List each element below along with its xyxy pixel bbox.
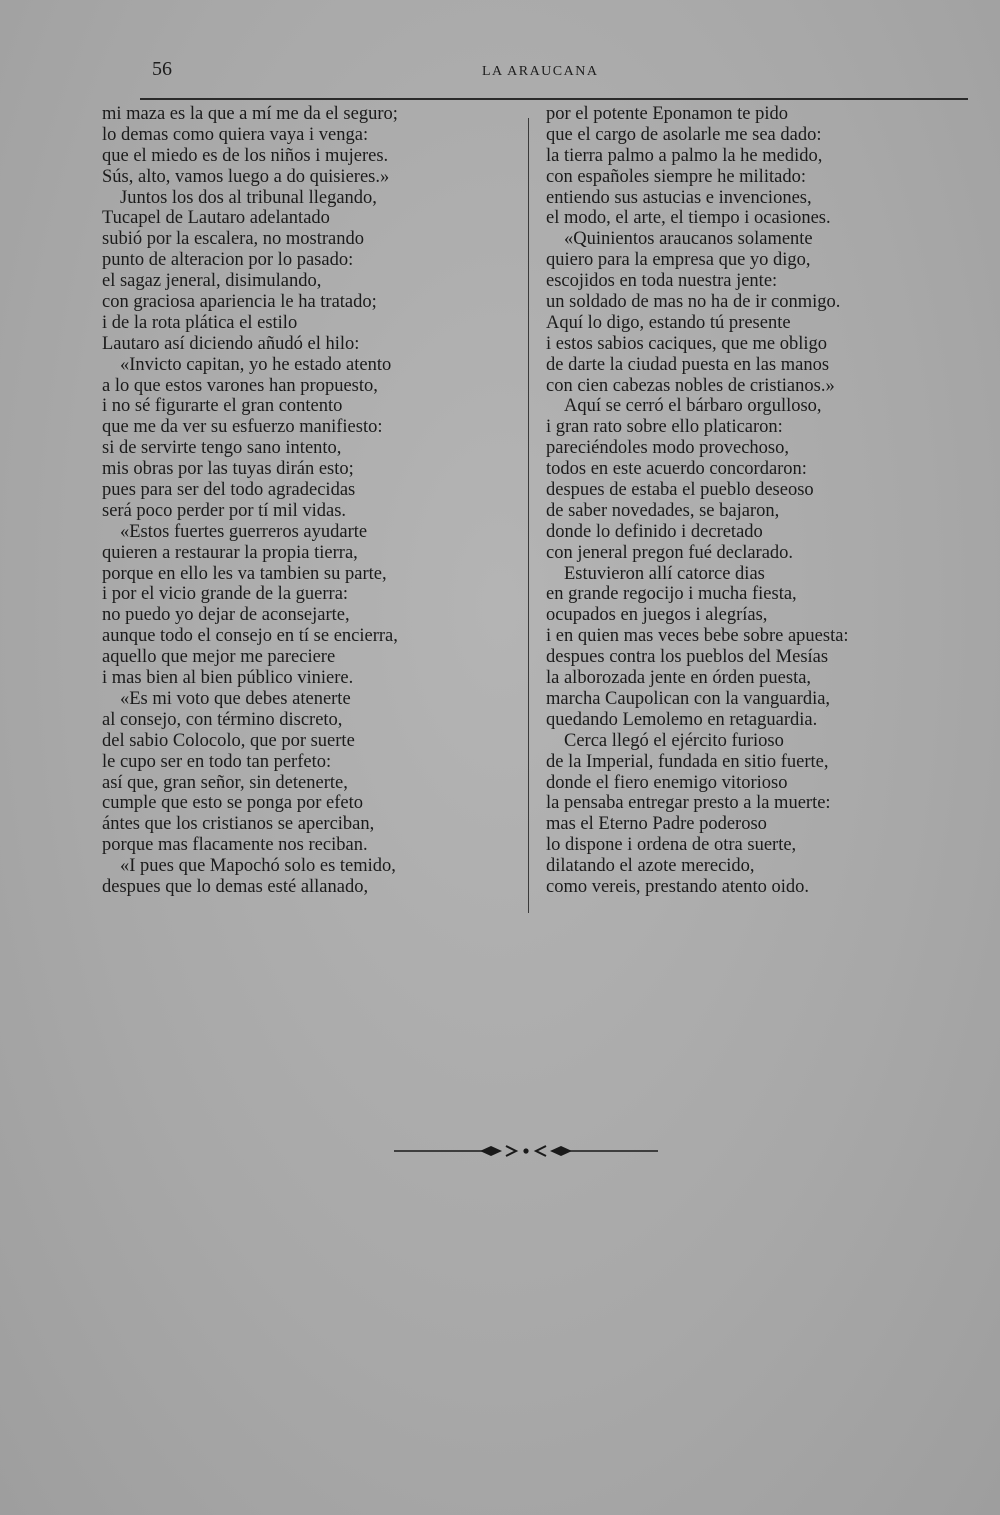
verse-line: Estuvieron allí catorce dias bbox=[564, 563, 765, 584]
verse-line: mas el Eterno Padre poderoso bbox=[546, 814, 767, 835]
verse-line: como vereis, prestando atento oido. bbox=[546, 876, 810, 897]
verse-line: donde el fiero enemigo vitorioso bbox=[546, 772, 788, 793]
verse-line: con graciosa apariencia le ha tratado; bbox=[102, 292, 377, 313]
verse-line: «I pues que Mapochó solo es temido, bbox=[120, 856, 396, 877]
header-rule bbox=[140, 98, 968, 100]
verse-line: mi maza es la que a mí me da el seguro; bbox=[102, 104, 398, 124]
column-divider bbox=[528, 118, 529, 913]
verse-line: i en quien mas veces bebe sobre apuesta: bbox=[546, 626, 849, 647]
verse-line: i de la rota plática el estilo bbox=[102, 312, 298, 333]
verse-line: ocupados en juegos i alegrías, bbox=[546, 605, 768, 626]
verse-line: será poco perder por tí mil vidas. bbox=[102, 500, 347, 521]
verse-line: «Invicto capitan, yo he estado atento bbox=[120, 354, 392, 375]
verse-line: lo dispone i ordena de otra suerte, bbox=[546, 835, 797, 856]
verse-line: dilatando el azote merecido, bbox=[546, 856, 755, 877]
verse-line: del sabio Colocolo, que por suerte bbox=[102, 730, 355, 751]
verse-line: ántes que los cristianos se aperciban, bbox=[102, 814, 375, 835]
right-column bbox=[546, 104, 926, 898]
verse-line: Juntos los dos al tribunal llegando, bbox=[120, 187, 377, 208]
verse-line: despues contra los pueblos del Mesías bbox=[546, 647, 829, 668]
verse-line: subió por la escalera, no mostrando bbox=[102, 229, 365, 250]
verse-line: despues de estaba el pueblo deseoso bbox=[546, 480, 814, 501]
verse-line: con cien cabezas nobles de cristianos.» bbox=[546, 375, 835, 396]
verse-line: que el miedo es de los niños i mujeres. bbox=[102, 145, 389, 166]
verse-line: por el potente Eponamon te pido bbox=[546, 104, 788, 124]
verse-line: i estos sabios caciques, que me obligo bbox=[546, 333, 828, 354]
verse-line: con españoles siempre he militado: bbox=[546, 166, 806, 187]
verse-line: de la Imperial, fundada en sitio fuerte, bbox=[546, 751, 829, 772]
verse-line: porque mas flacamente nos reciban. bbox=[102, 835, 368, 856]
verse-line: escojidos en toda nuestra jente: bbox=[546, 271, 778, 292]
verse-line: «Quinientos araucanos solamente bbox=[564, 229, 813, 250]
verse-line: «Estos fuertes guerreros ayudarte bbox=[120, 521, 368, 542]
verse-line: i no sé figurarte el gran contento bbox=[102, 396, 343, 417]
verse-line: le cupo ser en todo tan perfeto: bbox=[102, 751, 332, 772]
verse-line: Aquí se cerró el bárbaro orgulloso, bbox=[564, 396, 822, 417]
verse-line: de darte la ciudad puesta en las manos bbox=[546, 354, 830, 375]
verse-line: lo demas como quiera vaya i venga: bbox=[102, 124, 369, 145]
verse-line: pareciéndoles modo provechoso, bbox=[546, 438, 789, 459]
verse-line: a lo que estos varones han propuesto, bbox=[102, 375, 378, 396]
verse-line: en grande regocijo i mucha fiesta, bbox=[546, 584, 797, 605]
verse-line: Sús, alto, vamos luego a do quisieres.» bbox=[102, 166, 390, 187]
verse-line: cumple que esto se ponga por efeto bbox=[102, 793, 363, 814]
verse-line: así que, gran señor, sin detenerte, bbox=[102, 772, 348, 793]
verse-line: que el cargo de asolarle me sea dado: bbox=[546, 124, 822, 145]
verse-line: no puedo yo dejar de aconsejarte, bbox=[102, 605, 350, 626]
page-header bbox=[0, 58, 1000, 88]
verse-line: la alborozada jente en órden puesta, bbox=[546, 668, 812, 689]
verse-line: si de servirte tengo sano intento, bbox=[102, 438, 342, 459]
page-number: 56 bbox=[152, 58, 172, 80]
verse-line: «Es mi voto que debes atenerte bbox=[120, 688, 351, 709]
verse-line: entiendo sus astucias e invenciones, bbox=[546, 187, 812, 208]
verse-line: un soldado de mas no ha de ir conmigo. bbox=[546, 292, 841, 313]
verse-line: i por el vicio grande de la guerra: bbox=[102, 584, 349, 605]
verse-line: quiero para la empresa que yo digo, bbox=[546, 250, 811, 271]
running-title: LA ARAUCANA bbox=[482, 64, 599, 79]
verse-line: Aquí lo digo, estando tú presente bbox=[546, 312, 791, 333]
verse-line: i gran rato sobre ello platicaron: bbox=[546, 417, 783, 438]
verse-line: despues que lo demas esté allanado, bbox=[102, 876, 369, 897]
verse-line: quieren a restaurar la propia tierra, bbox=[102, 542, 358, 563]
verse-line: marcha Caupolican con la vanguardia, bbox=[546, 688, 831, 709]
verse-line: la pensaba entregar presto a la muerte: bbox=[546, 793, 831, 814]
verse-line: punto de alteracion por lo pasado: bbox=[102, 250, 354, 271]
verse-line: donde lo definido i decretado bbox=[546, 521, 763, 542]
verse-line: porque en ello les va tambien su parte, bbox=[102, 563, 387, 584]
left-column bbox=[102, 104, 462, 898]
verse-line: aunque todo el consejo en tí se encierra, bbox=[102, 626, 398, 647]
verse-line: con jeneral pregon fué declarado. bbox=[546, 542, 794, 563]
verse-line: Tucapel de Lautaro adelantado bbox=[102, 208, 330, 229]
verse-line: el sagaz jeneral, disimulando, bbox=[102, 271, 322, 292]
verse-line: que me da ver su esfuerzo manifiesto: bbox=[102, 417, 383, 438]
verse-line: Cerca llegó el ejército furioso bbox=[564, 730, 784, 751]
verse-line: pues para ser del todo agradecidas bbox=[102, 480, 356, 501]
verse-line: mis obras por las tuyas dirán esto; bbox=[102, 459, 354, 480]
verse-line: el modo, el arte, el tiempo i ocasiones. bbox=[546, 208, 831, 229]
verse-line: i mas bien al bien público viniere. bbox=[102, 668, 354, 689]
verse-line: aquello que mejor me pareciere bbox=[102, 647, 336, 668]
verse-line: Lautaro así diciendo añudó el hilo: bbox=[102, 333, 360, 354]
verse-line: al consejo, con término discreto, bbox=[102, 709, 343, 730]
fleuron-divider-icon bbox=[394, 1140, 658, 1162]
verse-line: la tierra palmo a palmo la he medido, bbox=[546, 145, 823, 166]
verse-line: de saber novedades, se bajaron, bbox=[546, 500, 780, 521]
verse-line: todos en este acuerdo concordaron: bbox=[546, 459, 807, 480]
verse-line: quedando Lemolemo en retaguardia. bbox=[546, 709, 818, 730]
